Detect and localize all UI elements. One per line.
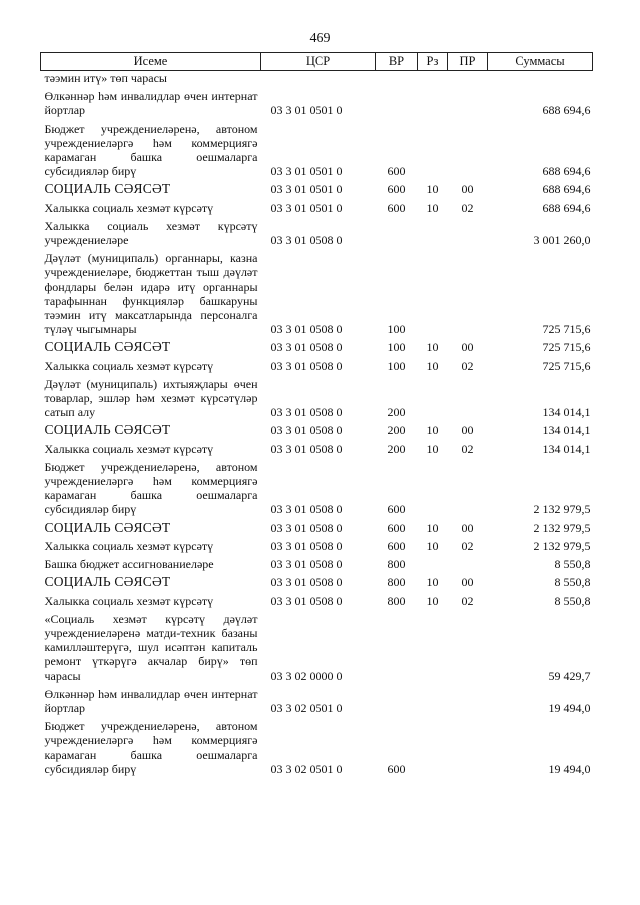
column-header-pr: ПР: [448, 53, 488, 71]
table-row: [41, 537, 593, 555]
table-row: [41, 357, 593, 375]
cell-rz: 10: [426, 520, 439, 535]
cell-vr: [376, 217, 418, 249]
cell-vr: 600: [387, 182, 406, 197]
cell-rz: 10: [426, 200, 439, 215]
cell-pr: [448, 375, 488, 422]
cell-vr: 800: [387, 575, 406, 590]
cell-csr: 03 3 02 0000 0: [270, 668, 343, 683]
cell-pr: [448, 120, 488, 181]
cell-name: Бюджет учреждениеләренә, автоном учреждениеләргә һәм коммерциягә карамаган башка оешмаларга субсидияләр бирү: [44, 719, 258, 776]
cell-pr: 00: [461, 575, 474, 590]
cell-sum: 688 694,6: [542, 182, 591, 197]
cell-rz: [418, 458, 448, 519]
cell-pr: 02: [461, 358, 474, 373]
cell-rz: [418, 87, 448, 119]
cell-csr: [261, 71, 376, 88]
table-row: [41, 375, 593, 422]
cell-sum: 2 132 979,5: [533, 538, 591, 553]
cell-pr: [448, 458, 488, 519]
cell-rz: [418, 120, 448, 181]
cell-name: Халыкка социаль хезмәт күрсәтү учреждениеләре: [44, 218, 258, 248]
cell-sum: 19 494,0: [548, 700, 591, 715]
cell-rz: [418, 71, 448, 88]
cell-csr: 03 3 01 0501 0: [270, 103, 343, 118]
cell-pr: [448, 555, 488, 573]
cell-pr: 00: [461, 182, 474, 197]
cell-rz: [418, 555, 448, 573]
cell-sum: 3 001 260,0: [533, 233, 591, 248]
cell-csr: 03 3 01 0508 0: [270, 538, 343, 553]
cell-pr: [448, 610, 488, 685]
table-row: [41, 440, 593, 458]
table-row: [41, 573, 593, 591]
cell-vr: 200: [387, 441, 406, 456]
cell-name: тәэмин итү» төп чарасы: [44, 71, 167, 85]
cell-name: СОЦИАЛЬ СӘЯСӘТ: [44, 519, 171, 535]
table-row: [41, 71, 593, 88]
cell-csr: 03 3 01 0501 0: [270, 200, 343, 215]
cell-csr: 03 3 01 0508 0: [270, 358, 343, 373]
cell-vr: 600: [387, 502, 406, 517]
cell-pr: 02: [461, 200, 474, 215]
cell-name: Халыкка социаль хезмәт күрсәтү: [44, 441, 214, 456]
cell-csr: 03 3 01 0508 0: [270, 575, 343, 590]
table-row: [41, 717, 593, 778]
cell-name: СОЦИАЛЬ СӘЯСӘТ: [44, 181, 171, 197]
table-body: [41, 71, 593, 778]
cell-vr: 100: [387, 358, 406, 373]
cell-pr: [448, 71, 488, 88]
cell-sum: 688 694,6: [542, 103, 591, 118]
cell-csr: 03 3 02 0501 0: [270, 700, 343, 715]
cell-csr: 03 3 01 0508 0: [270, 233, 343, 248]
cell-rz: 10: [426, 441, 439, 456]
column-header-name: Исеме: [41, 53, 261, 71]
budget-table: [40, 52, 593, 778]
table-header-row: [41, 53, 593, 71]
cell-vr: [376, 71, 418, 88]
cell-sum: 134 014,1: [542, 405, 591, 420]
cell-rz: [418, 685, 448, 717]
cell-vr: 600: [387, 164, 406, 179]
cell-rz: 10: [426, 575, 439, 590]
cell-name: Өлкәннәр һәм инвалидлар өчен интернат йортлар: [44, 89, 258, 118]
table-row: [41, 199, 593, 217]
cell-sum: 2 132 979,5: [533, 502, 591, 517]
column-header-rz: Рз: [418, 53, 448, 71]
cell-vr: 600: [387, 761, 406, 776]
cell-name: Дәүләт (муниципаль) органнары, казна учреждениеләре, бюджеттан тыш дәүләт фондлары белән идарә итү органнары тарафыннан функцияләр башкаруны тәэмин итү максатларында персоналга түләү чыгымнары: [44, 251, 258, 337]
cell-vr: 600: [387, 538, 406, 553]
cell-rz: [418, 217, 448, 249]
cell-vr: 100: [387, 340, 406, 355]
cell-sum: 725 715,6: [542, 340, 591, 355]
cell-sum: 134 014,1: [542, 441, 591, 456]
cell-name: Дәүләт (муниципаль) ихтыяҗлары өчен товарлар, эшләр һәм хезмәт күрсәтүләр сатып алу: [44, 376, 258, 420]
cell-csr: 03 3 01 0501 0: [270, 164, 343, 179]
cell-vr: 600: [387, 520, 406, 535]
table-row: [41, 685, 593, 717]
cell-name: Халыкка социаль хезмәт күрсәтү: [44, 538, 214, 553]
cell-name: «Социаль хезмәт күрсәтү дәүләт учреждениеләренә матди-техник базаны камилләштерүгә, шул исәптән капиталь ремонт үткәрүгә акчалар бирү» төп чарасы: [44, 611, 258, 683]
cell-pr: 00: [461, 423, 474, 438]
cell-pr: 00: [461, 340, 474, 355]
cell-name: СОЦИАЛЬ СӘЯСӘТ: [44, 339, 171, 355]
cell-rz: 10: [426, 358, 439, 373]
cell-pr: [448, 217, 488, 249]
cell-name: Халыкка социаль хезмәт күрсәтү: [44, 200, 214, 215]
cell-name: Халыкка социаль хезмәт күрсәтү: [44, 358, 214, 373]
cell-vr: 200: [387, 423, 406, 438]
cell-name: Халыкка социаль хезмәт күрсәтү: [44, 593, 214, 608]
cell-rz: [418, 249, 448, 338]
column-header-csr: ЦСР: [261, 53, 376, 71]
cell-name: Бюджет учреждениеләренә, автоном учреждениеләргә һәм коммерциягә карамаган башка оешмаларга субсидияләр бирү: [44, 459, 258, 517]
cell-csr: 03 3 01 0508 0: [270, 441, 343, 456]
cell-name: СОЦИАЛЬ СӘЯСӘТ: [44, 422, 171, 438]
cell-sum: 725 715,6: [542, 358, 591, 373]
cell-pr: [448, 685, 488, 717]
cell-csr: 03 3 01 0508 0: [270, 405, 343, 420]
table-row: [41, 249, 593, 338]
cell-rz: [418, 717, 448, 778]
table-row: [41, 217, 593, 249]
cell-csr: 03 3 01 0508 0: [270, 502, 343, 517]
table-row: [41, 180, 593, 198]
cell-name: Бюджет учреждениеләренә, автоном учреждениеләргә һәм коммерциягә карамаган башка оешмаларга субсидияләр бирү: [44, 121, 258, 179]
cell-rz: 10: [426, 182, 439, 197]
cell-rz: [418, 375, 448, 422]
cell-csr: 03 3 01 0508 0: [270, 423, 343, 438]
cell-vr: [376, 87, 418, 119]
cell-rz: 10: [426, 340, 439, 355]
cell-sum: 688 694,6: [542, 164, 591, 179]
cell-csr: 03 3 01 0508 0: [270, 322, 343, 337]
table-row: [41, 458, 593, 519]
cell-pr: 02: [461, 538, 474, 553]
cell-rz: [418, 610, 448, 685]
cell-sum: 2 132 979,5: [533, 520, 591, 535]
cell-csr: 03 3 01 0501 0: [270, 182, 343, 197]
cell-name: Башка бюджет ассигнованиеләре: [44, 557, 214, 572]
table-row: [41, 338, 593, 356]
column-header-vr: ВР: [376, 53, 418, 71]
cell-pr: [448, 249, 488, 338]
cell-sum: 59 429,7: [548, 668, 591, 683]
cell-pr: 02: [461, 593, 474, 608]
cell-rz: 10: [426, 593, 439, 608]
cell-csr: 03 3 01 0508 0: [270, 340, 343, 355]
table-row: [41, 610, 593, 685]
cell-pr: 02: [461, 441, 474, 456]
table-row: [41, 555, 593, 573]
table-row: [41, 87, 593, 119]
cell-csr: 03 3 02 0501 0: [270, 761, 343, 776]
cell-vr: 800: [387, 557, 406, 572]
cell-name: Өлкәннәр һәм инвалидлар өчен интернат йортлар: [44, 686, 258, 715]
cell-vr: [376, 685, 418, 717]
table-row: [41, 120, 593, 181]
cell-pr: [448, 87, 488, 119]
cell-vr: 600: [387, 200, 406, 215]
table-row: [41, 592, 593, 610]
cell-vr: 800: [387, 593, 406, 608]
cell-sum: 688 694,6: [542, 200, 591, 215]
table-row: [41, 421, 593, 439]
cell-sum: 19 494,0: [548, 761, 591, 776]
cell-pr: [448, 717, 488, 778]
table-row: [41, 519, 593, 537]
column-header-sum: Суммасы: [488, 53, 593, 71]
cell-sum: 8 550,8: [554, 593, 591, 608]
cell-rz: 10: [426, 538, 439, 553]
cell-vr: 200: [387, 405, 406, 420]
cell-sum: 134 014,1: [542, 423, 591, 438]
cell-sum: 8 550,8: [554, 575, 591, 590]
cell-rz: 10: [426, 423, 439, 438]
cell-name: СОЦИАЛЬ СӘЯСӘТ: [44, 574, 171, 590]
cell-sum: [488, 71, 593, 88]
cell-csr: 03 3 01 0508 0: [270, 520, 343, 535]
cell-vr: 100: [387, 322, 406, 337]
cell-csr: 03 3 01 0508 0: [270, 557, 343, 572]
cell-pr: 00: [461, 520, 474, 535]
cell-sum: 725 715,6: [542, 322, 591, 337]
cell-csr: 03 3 01 0508 0: [270, 593, 343, 608]
cell-vr: [376, 610, 418, 685]
cell-sum: 8 550,8: [554, 557, 591, 572]
page-number: 469: [309, 31, 331, 46]
